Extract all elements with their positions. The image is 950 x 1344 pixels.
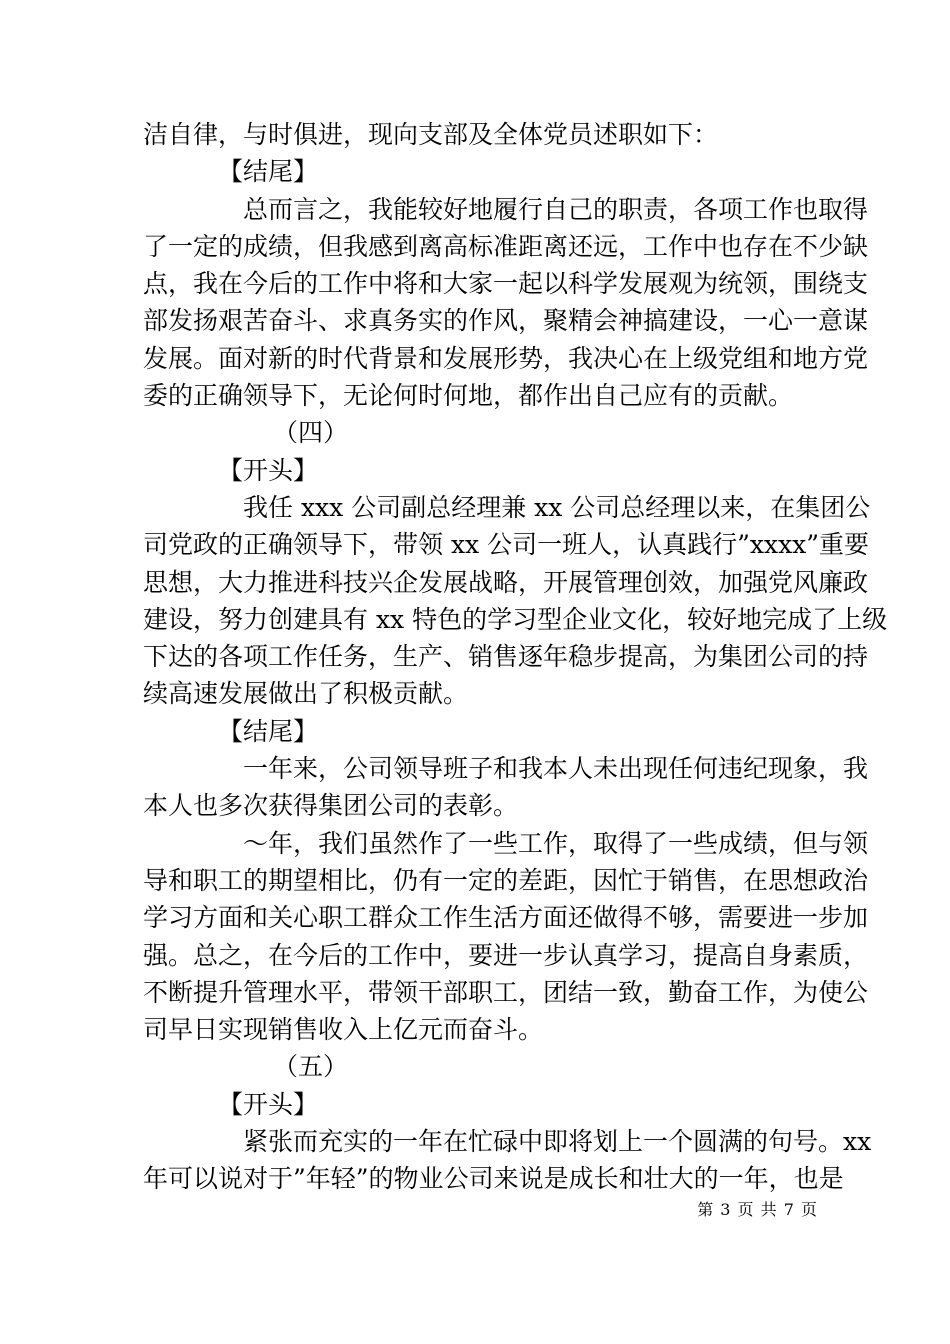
block-label-opening: 【开头】 (218, 1089, 319, 1119)
doc-line: 下达的各项工作任务，生产、销售逐年稳步提高，为集团公司的持 (143, 642, 869, 672)
paragraph-first-line: 紧张而充实的一年在忙碌中即将划上一个圆满的句号。xx (243, 1127, 872, 1157)
paragraph-first-line: ～年，我们虽然作了一些工作，取得了一些成绩，但与领 (243, 828, 869, 858)
doc-line: 了一定的成绩，但我感到离高标准距离还远，工作中也存在不少缺 (143, 231, 869, 261)
block-label-ending: 【结尾】 (218, 716, 319, 746)
paragraph-first-line: 我任 xxx 公司副总经理兼 xx 公司总经理以来，在集团公 (243, 492, 871, 522)
block-label-ending: 【结尾】 (218, 157, 319, 187)
section-number-four: （四） (273, 418, 349, 448)
doc-line: 司党政的正确领导下，带领 xx 公司一班人，认真践行”xxxx”重要 (143, 530, 870, 560)
doc-line: 学习方面和关心职工群众工作生活方面还做得不够，需要进一步加 (143, 903, 869, 933)
doc-line: 部发扬艰苦奋斗、求真务实的作风，聚精会神搞建设，一心一意谋 (143, 306, 869, 336)
paragraph-first-line: 一年来，公司领导班子和我本人未出现任何违纪现象，我 (243, 754, 869, 784)
doc-line: 司早日实现销售收入上亿元而奋斗。 (143, 1015, 544, 1045)
doc-line: 强。总之，在今后的工作中，要进一步认真学习，提高自身素质， (143, 940, 869, 970)
doc-line: 点，我在今后的工作中将和大家一起以科学发展观为统领，围绕支 (143, 269, 869, 299)
doc-line: 续高速发展做出了积极贡献。 (143, 679, 469, 709)
doc-line: 洁自律，与时俱进，现向支部及全体党员述职如下： (143, 120, 719, 149)
doc-line: 发展。面对新的时代背景和发展形势，我决心在上级党组和地方党 (143, 343, 869, 373)
document-body (143, 116, 888, 1198)
doc-line: 导和职工的期望相比，仍有一定的差距，因忙于销售，在思想政治 (143, 865, 869, 895)
doc-line: 年可以说对于”年轻”的物业公司来说是成长和壮大的一年，也是 (143, 1164, 844, 1194)
section-number-five: （五） (273, 1052, 349, 1082)
doc-line: 委的正确领导下，无论何时何地，都作出自己应有的贡献。 (143, 381, 794, 411)
doc-line: 建设，努力创建具有 xx 特色的学习型企业文化，较好地完成了上级 (143, 604, 888, 634)
doc-line: 本人也多次获得集团公司的表彰。 (143, 791, 519, 821)
doc-line: 不断提升管理水平，带领干部职工，团结一致，勤奋工作，为使公 (143, 977, 869, 1007)
block-label-opening: 【开头】 (218, 455, 319, 485)
paragraph-first-line: 总而言之，我能较好地履行自己的职责，各项工作也取得 (243, 194, 869, 224)
page-number-footer: 第 3 页 共 7 页 (697, 1200, 818, 1219)
doc-line: 思想，大力推进科技兴企发展战略，开展管理创效，加强党风廉政 (143, 567, 869, 597)
